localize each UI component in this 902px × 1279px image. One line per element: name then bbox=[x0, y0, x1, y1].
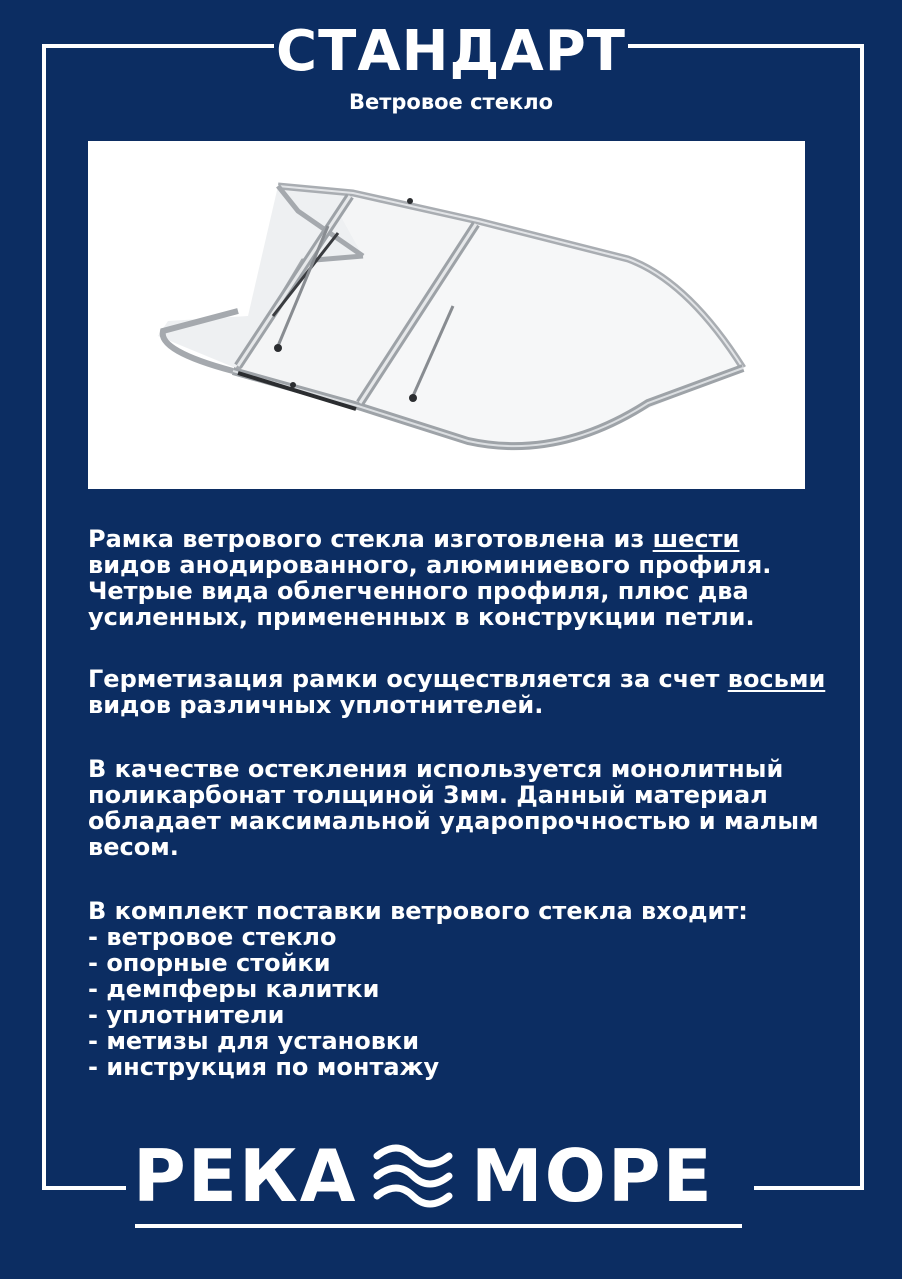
p1-emphasis: шести bbox=[652, 525, 740, 553]
p2-after: видов различных уплотнителей. bbox=[88, 691, 544, 719]
page-subtitle: Ветровое стекло bbox=[348, 90, 554, 114]
p2-before: Герметизация рамки осуществляется за счет bbox=[88, 665, 728, 693]
waves-icon bbox=[373, 1144, 453, 1210]
logo-underline bbox=[135, 1224, 742, 1228]
kit-heading: В комплект поставки ветрового стекла входит: bbox=[88, 897, 748, 925]
kit-list bbox=[88, 924, 828, 1080]
frame-bottom-left bbox=[42, 1186, 126, 1190]
logo-left-word: РЕКА bbox=[133, 1134, 358, 1218]
kit-item: - уплотнители bbox=[88, 1001, 285, 1029]
product-image bbox=[88, 141, 805, 489]
frame-right bbox=[860, 44, 864, 1190]
glazing-description bbox=[88, 756, 828, 860]
frame-bottom-right bbox=[754, 1186, 864, 1190]
p3-text: В качестве остекления используется монолитный поликарбонат толщиной 3мм. Данный материал обладает максимальной ударопрочностью и малым весом. bbox=[88, 755, 819, 861]
p2-emphasis: восьми bbox=[727, 665, 826, 693]
page-title: СТАНДАРТ bbox=[276, 19, 626, 84]
kit-item: - метизы для установки bbox=[88, 1027, 420, 1055]
kit-section bbox=[88, 898, 828, 1080]
logo-right-word: МОРЕ bbox=[471, 1134, 714, 1218]
sealing-description bbox=[88, 666, 828, 718]
p1-after: видов анодированного, алюминиевого профиля. Четрые вида облегченного профиля, плюс два усиленных, примененных в конструкции петли. bbox=[88, 551, 772, 631]
kit-item: - ветровое стекло bbox=[88, 923, 337, 951]
kit-item: - опорные стойки bbox=[88, 949, 331, 977]
kit-item: - инструкция по монтажу bbox=[88, 1053, 440, 1081]
kit-item: - демпферы калитки bbox=[88, 975, 380, 1003]
windshield-frame-illustration bbox=[88, 141, 805, 489]
frame-description bbox=[88, 526, 828, 630]
p1-before: Рамка ветрового стекла изготовлена из bbox=[88, 525, 653, 553]
frame-left bbox=[42, 44, 46, 1190]
brand-logo bbox=[133, 1136, 745, 1216]
